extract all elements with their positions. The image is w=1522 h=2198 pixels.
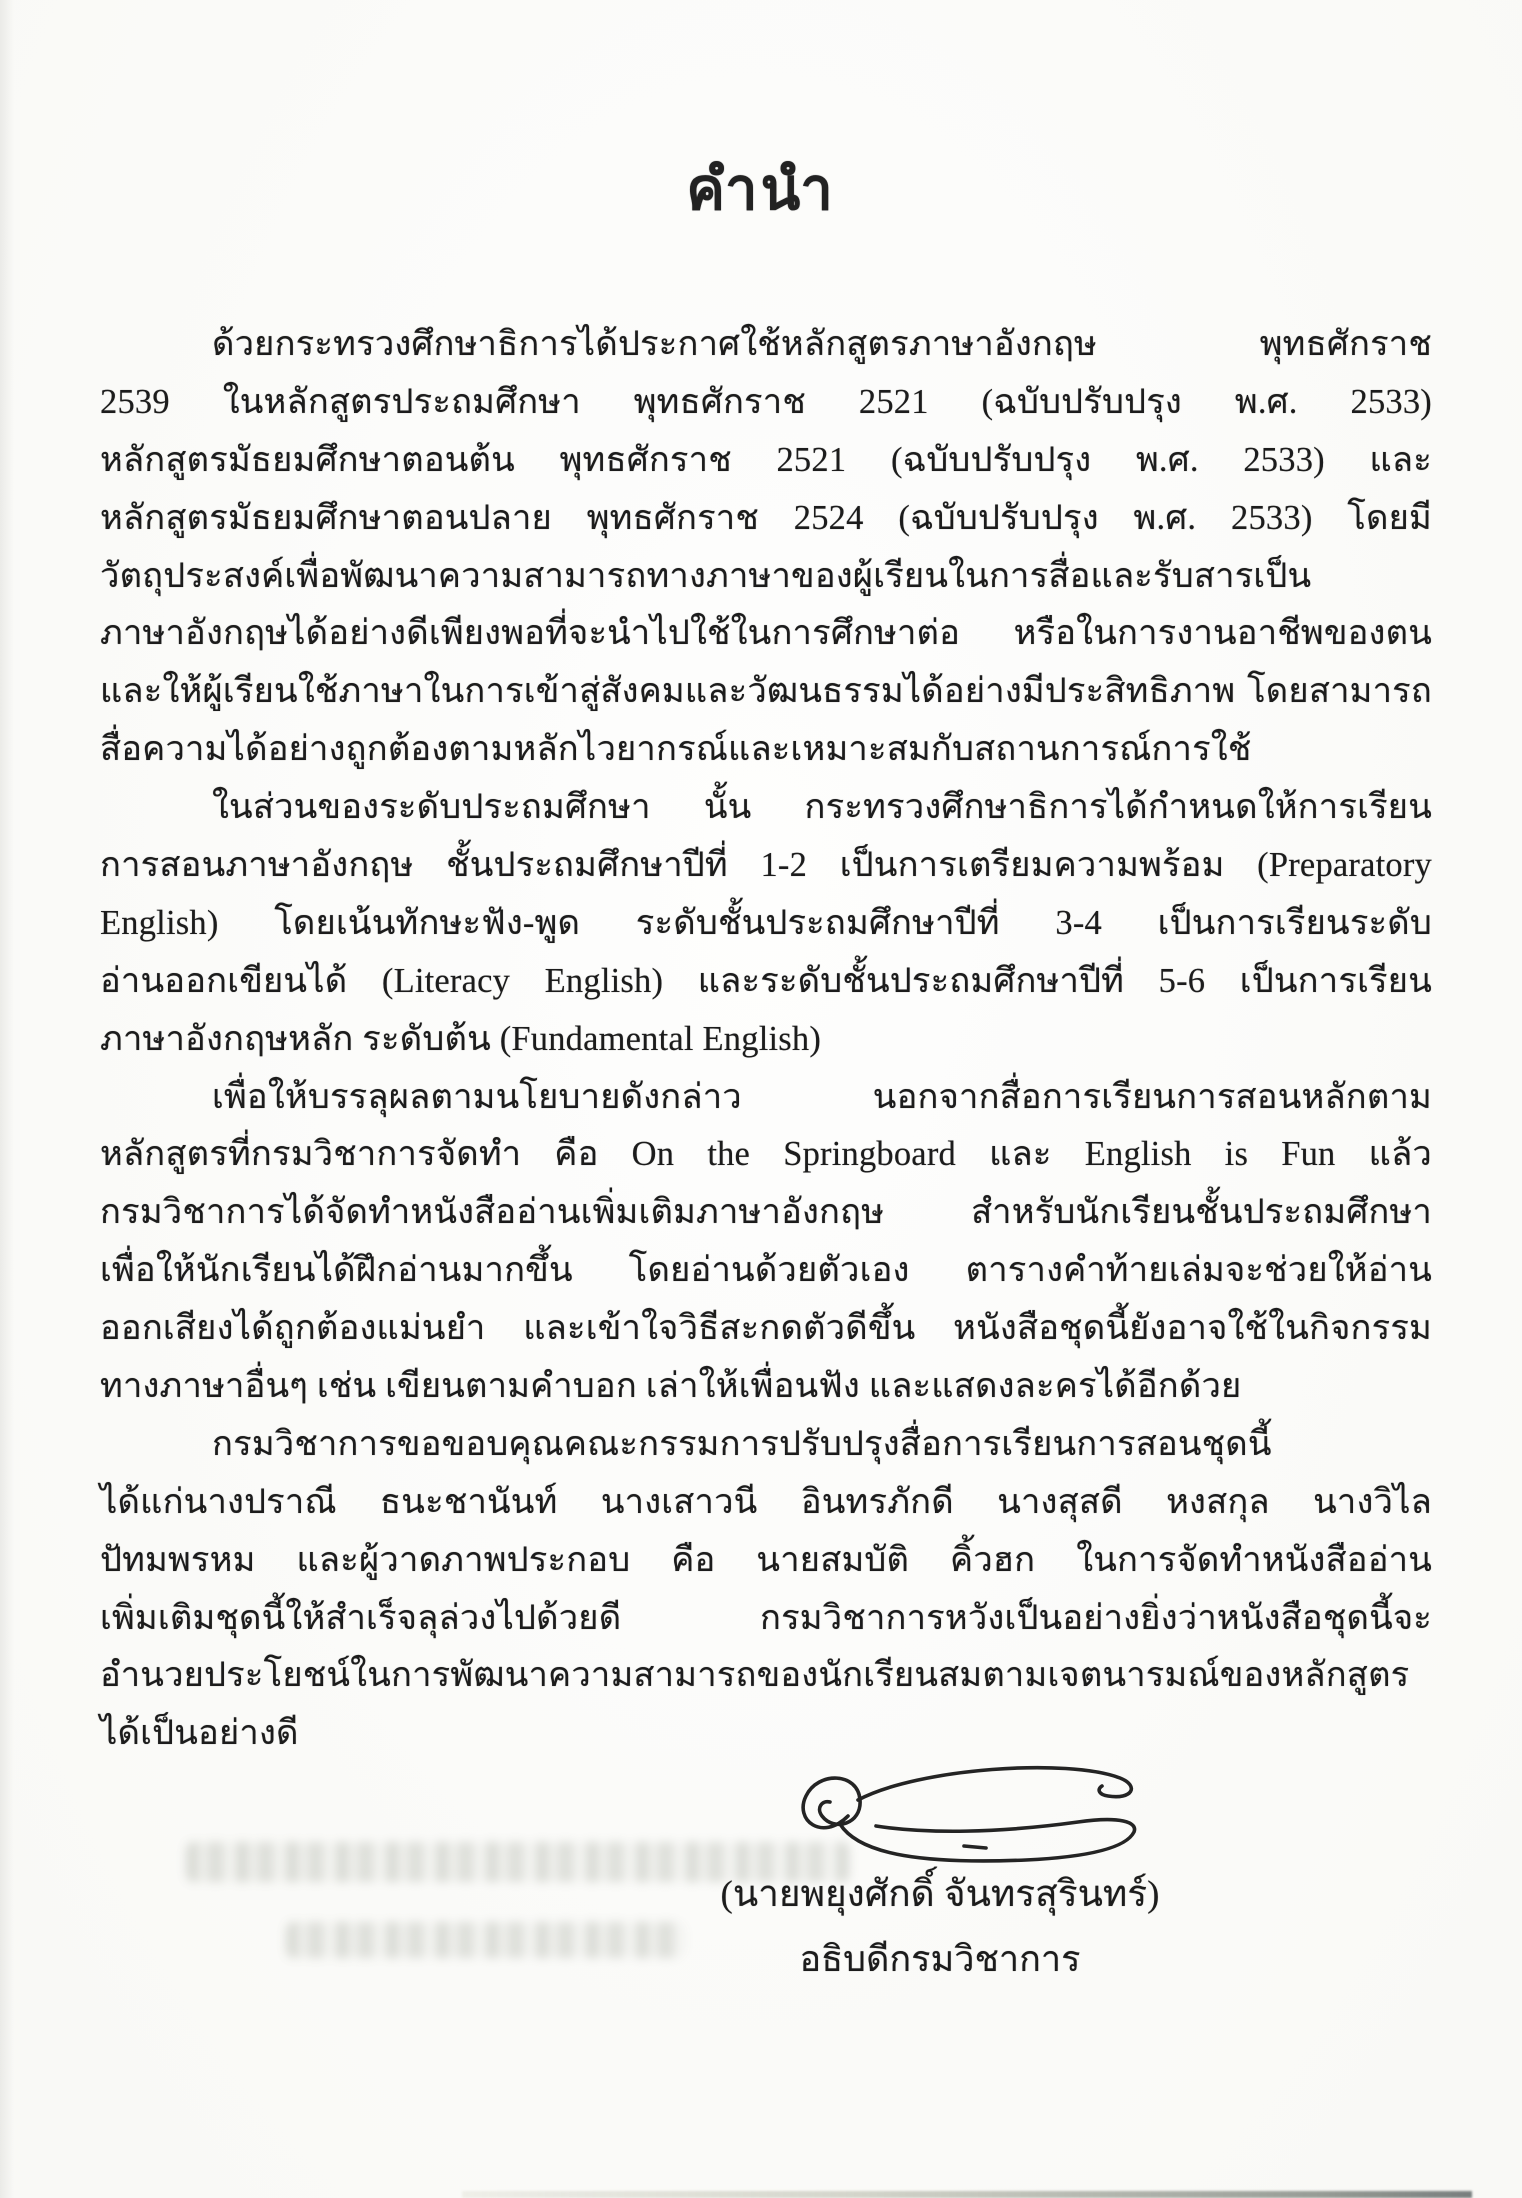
text-line: เพื่อให้นักเรียนได้ฝึกอ่านมากขึ้น โดยอ่านด้วยตัวเอง ตารางคำท้ายเล่มจะช่วยให้อ่าน bbox=[100, 1251, 1432, 1290]
text-line: ออกเสียงได้ถูกต้องแม่นยำ และเข้าใจวิธีสะกดตัวดีขึ้น หนังสือชุดนี้ยังอาจใช้ในกิจกรรม bbox=[100, 1309, 1432, 1348]
text-line: 2539 ในหลักสูตรประถมศึกษา พุทธศักราช 2521 (ฉบับปรับปรุง พ.ศ. 2533) bbox=[100, 382, 1432, 421]
text-line: สื่อความได้อย่างถูกต้องตามหลักไวยากรณ์และเหมาะสมกับสถานการณ์การใช้ bbox=[100, 730, 1252, 769]
text-line: ทางภาษาอื่นๆ เช่น เขียนตามคำบอก เล่าให้เพื่อนฟัง และแสดงละครได้อีกด้วย bbox=[100, 1367, 1242, 1406]
document-body bbox=[100, 316, 1432, 1763]
paragraph bbox=[100, 779, 1432, 1068]
scan-bottom-edge-artifact bbox=[462, 2191, 1472, 2198]
text-line: การสอนภาษาอังกฤษ ชั้นประถมศึกษาปีที่ 1-2 เป็นการเตรียมความพร้อม (Preparatory bbox=[100, 846, 1432, 885]
scan-edge-shade bbox=[0, 0, 14, 2198]
text-line: หลักสูตรมัธยมศึกษาตอนปลาย พุทธศักราช 2524 (ฉบับปรับปรุง พ.ศ. 2533) โดยมี bbox=[100, 498, 1432, 537]
text-line: English) โดยเน้นทักษะฟัง-พูด ระดับชั้นประถมศึกษาปีที่ 3-4 เป็นการเรียนระดับ bbox=[100, 903, 1432, 942]
text-line: หลักสูตรมัธยมศึกษาตอนต้น พุทธศักราช 2521 (ฉบับปรับปรุง พ.ศ. 2533) และ bbox=[100, 440, 1432, 479]
text-line: ได้เป็นอย่างดี bbox=[100, 1714, 299, 1753]
signatory-role: อธิบดีกรมวิชาการ bbox=[799, 1939, 1081, 1979]
handwritten-signature bbox=[778, 1756, 1158, 1886]
paragraph bbox=[100, 1416, 1432, 1763]
text-line: ได้แก่นางปราณี ธนะชานันท์ นางเสาวนี อินทรภักดี นางสุสดี หงสกุล นางวิไล bbox=[100, 1482, 1432, 1521]
text-line: เพิ่มเติมชุดนี้ให้สำเร็จลุล่วงไปด้วยดี กรมวิชาการหวังเป็นอย่างยิ่งว่าหนังสือชุดนี้จะ bbox=[100, 1598, 1432, 1637]
text-line: ในส่วนของระดับประถมศึกษา นั้น กระทรวงศึกษาธิการได้กำหนดให้การเรียน bbox=[212, 788, 1432, 827]
text-line: เพื่อให้บรรลุผลตามนโยบายดังกล่าว นอกจากสื่อการเรียนการสอนหลักตาม bbox=[212, 1077, 1432, 1116]
paragraph bbox=[100, 316, 1432, 779]
text-line: ภาษาอังกฤษได้อย่างดีเพียงพอที่จะนำไปใช้ในการศึกษาต่อ หรือในการงานอาชีพของตน bbox=[100, 614, 1432, 653]
text-line: หลักสูตรที่กรมวิชาการจัดทำ คือ On the Springboard และ English is Fun แล้ว bbox=[100, 1135, 1432, 1174]
text-line: วัตถุประสงค์เพื่อพัฒนาความสามารถทางภาษาของผู้เรียนในการสื่อและรับสารเป็น bbox=[100, 556, 1312, 595]
text-line: และให้ผู้เรียนใช้ภาษาในการเข้าสู่สังคมและวัฒนธรรมได้อย่างมีประสิทธิภาพ โดยสามารถ bbox=[100, 672, 1432, 711]
text-line: กรมวิชาการได้จัดทำหนังสืออ่านเพิ่มเติมภาษาอังกฤษ สำหรับนักเรียนชั้นประถมศึกษา bbox=[100, 1193, 1432, 1232]
text-line: อ่านออกเขียนได้ (Literacy English) และระดับชั้นประถมศึกษาปีที่ 5-6 เป็นการเรียน bbox=[100, 961, 1432, 1000]
signatory-name: (นายพยุงศักดิ์ จันทรสุรินทร์) bbox=[720, 1874, 1160, 1915]
signature-caption bbox=[620, 1872, 1260, 1982]
text-line: ภาษาอังกฤษหลัก ระดับต้น (Fundamental English) bbox=[100, 1019, 822, 1058]
text-line: อำนวยประโยชน์ในการพัฒนาความสามารถของนักเรียนสมตามเจตนารมณ์ของหลักสูตร bbox=[100, 1656, 1410, 1695]
text-line: ด้วยกระทรวงศึกษาธิการได้ประกาศใช้หลักสูตรภาษาอังกฤษ พุทธศักราช bbox=[212, 325, 1432, 363]
paragraph bbox=[100, 1069, 1432, 1416]
text-line: ปัทมพรหม และผู้วาดภาพประกอบ คือ นายสมบัติ คิ้วฮก ในการจัดทำหนังสืออ่าน bbox=[100, 1540, 1432, 1579]
text-line: กรมวิชาการขอขอบคุณคณะกรรมการปรับปรุงสื่อการเรียนการสอนชุดนี้ bbox=[212, 1424, 1272, 1463]
page-title: คำนำ bbox=[686, 157, 836, 222]
